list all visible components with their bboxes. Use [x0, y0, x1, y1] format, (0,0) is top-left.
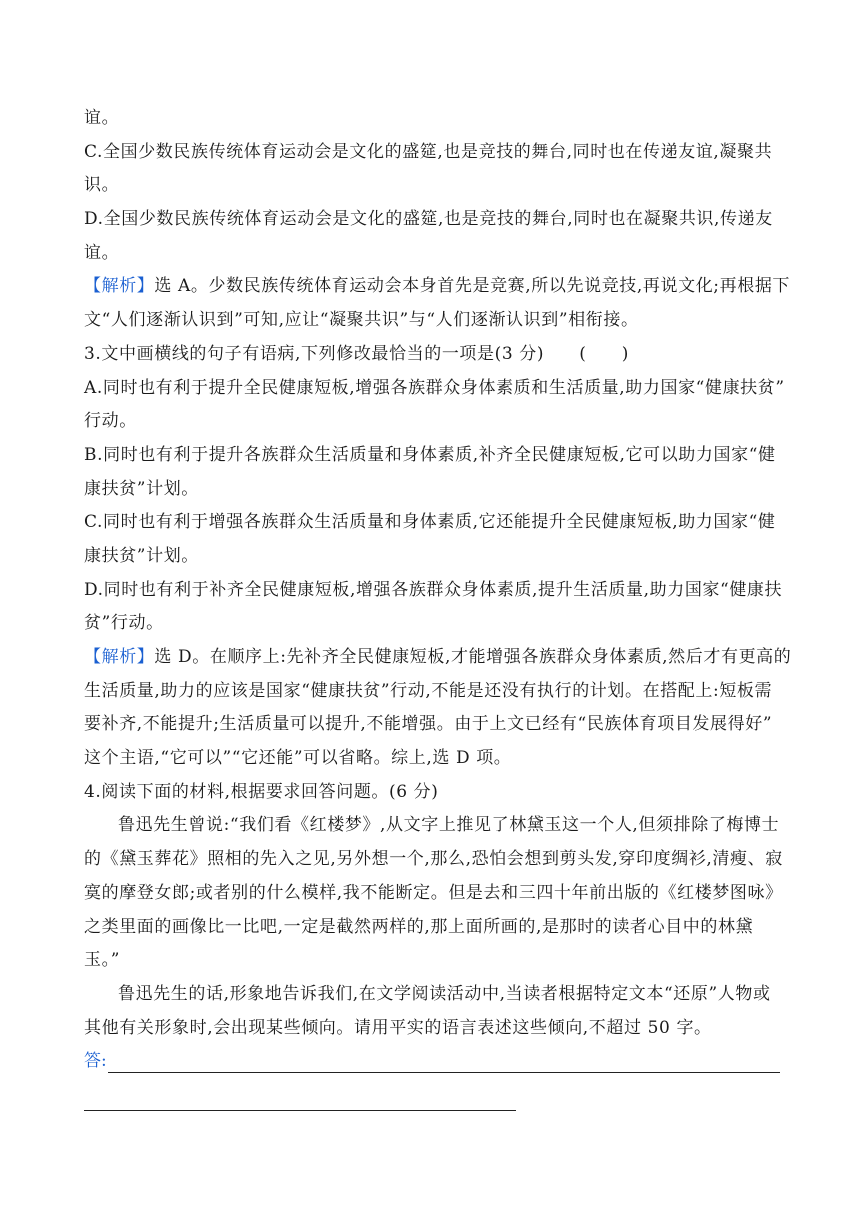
option-d: D.同时也有利于补齐全民健康短板,增强各族群众身体素质,提升生活质量,助力国家“健康扶: [84, 579, 783, 600]
text-line: 行动。: [84, 411, 137, 432]
question-3: 3.文中画横线的句子有语病,下列修改最恰当的一项是(3 分) ( ): [84, 343, 629, 364]
text-line: 谊。: [84, 242, 120, 263]
text-line: 康扶贫”计划。: [84, 545, 199, 566]
analysis-tag: 【解析】: [84, 276, 155, 297]
text-line: 谊。: [84, 108, 120, 128]
option-d: D.全国少数民族传统体育运动会是文化的盛筵,也是竞技的舞台,同时也在凝聚共识,传递友: [84, 209, 773, 230]
option-c: C.同时也有利于增强各族群众生活质量和身体素质,它还能提升全民健康短板,助力国家“健: [84, 512, 776, 533]
document-page: [84, 102, 792, 1113]
analysis-line: [84, 641, 792, 675]
analysis-tag: 【解析】: [84, 647, 155, 667]
text-line: 文“人们逐渐认识到”可知,应让“凝聚共识”与“人们逐渐认识到”相衔接。: [84, 310, 639, 331]
analysis-text: 选 D。在顺序上:先补齐全民健康短板,才能增强各族群众身体素质,然后才有更高的: [154, 647, 792, 667]
text-line: 之类里面的画像比一比吧,一定是截然两样的,那上面所画的,是那时的读者心目中的林黛: [84, 916, 754, 937]
text-line: 的《黛玉葬花》照相的先入之见,另外想一个,那么,恐怕会想到剪头发,穿印度绸衫,清瘦、寂: [84, 849, 783, 870]
text-line: 要补齐,不能提升;生活质量可以提升,不能增强。由于上文已经有“民族体育项目发展得好”: [84, 714, 773, 735]
answer-row: [84, 1079, 780, 1113]
analysis-line: [84, 270, 791, 304]
text-line: 寞的摩登女郎;或者别的什么模样,我不能断定。但是去和三四十年前出版的《红楼梦图咏》: [84, 882, 783, 903]
text-line: 其他有关形象时,会出现某些倾向。请用平实的语言表述这些倾向,不超过 50 字。: [84, 1017, 712, 1038]
answer-row: [84, 1045, 780, 1079]
option-b: B.同时也有利于提升各族群众生活质量和身体素质,补齐全民健康短板,它可以助力国家“健: [84, 444, 776, 465]
text-line: 识。: [84, 175, 120, 196]
prompt-paragraph: 鲁迅先生的话,形象地告诉我们,在文学阅读活动中,当读者根据特定文本“还原”人物或: [118, 983, 771, 1004]
text-line: 康扶贫”计划。: [84, 478, 199, 499]
text-line: 贫”行动。: [84, 613, 164, 634]
answer-label: 答:: [84, 1051, 107, 1072]
question-4: 4.阅读下面的材料,根据要求回答问题。(6 分): [84, 781, 439, 802]
quote-paragraph: 鲁迅先生曾说:“我们看《红楼梦》,从文字上推见了林黛玉这一个人,但须排除了梅博士: [118, 815, 780, 836]
text-line: 生活质量,助力的应该是国家“健康扶贫”行动,不能是还没有执行的计划。在搭配上:短板需: [84, 680, 773, 701]
option-c: C.全国少数民族传统体育运动会是文化的盛筵,也是竞技的舞台,同时也在传递友谊,凝聚共: [84, 141, 773, 162]
text-line: 这个主语,“它可以”“它还能”可以省略。综上,选 D 项。: [84, 748, 512, 769]
text-line: 玉。”: [84, 950, 120, 971]
answer-blank-line[interactable]: [108, 1072, 780, 1073]
option-a: A.同时也有利于提升全民健康短板,增强各族群众身体素质和生活质量,助力国家“健康扶贫”: [84, 377, 785, 398]
analysis-text: 选 A。少数民族传统体育运动会本身首先是竞赛,所以先说竞技,再说文化;再根据下: [154, 276, 791, 297]
answer-blank-line[interactable]: [84, 1110, 516, 1111]
